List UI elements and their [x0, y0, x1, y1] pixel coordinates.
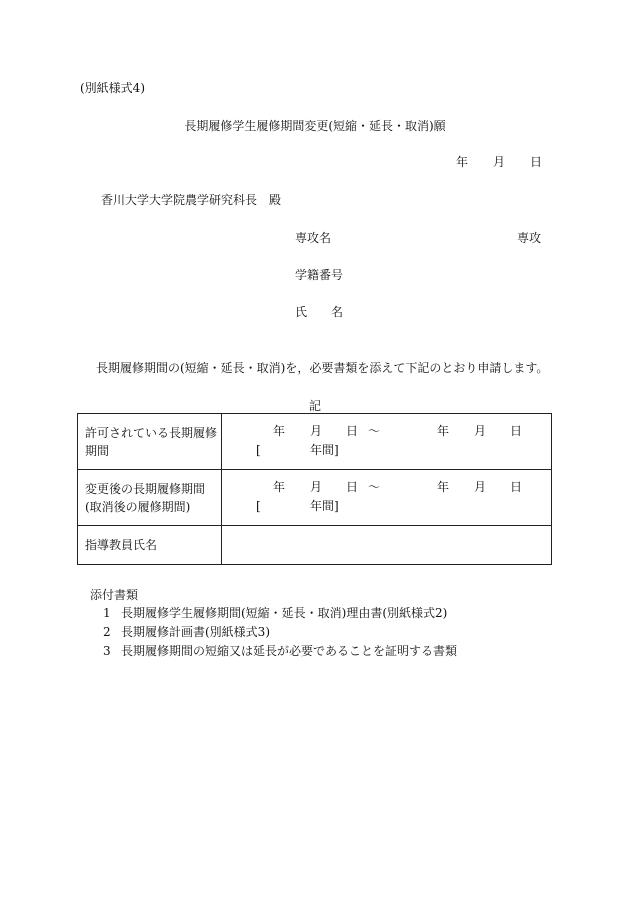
- date-year-label: 年: [456, 155, 469, 169]
- document-title: 長期履修学生履修期間変更(短縮・延長・取消)願: [184, 119, 446, 133]
- major-label: 専攻名: [295, 231, 332, 245]
- period-start-day: 日: [346, 423, 359, 438]
- period-start-year: 年: [273, 479, 286, 494]
- table-row: [78, 470, 552, 526]
- period-bracket-open: [: [256, 442, 261, 457]
- label-line: 許可されている長期履修: [85, 425, 218, 440]
- period-start-year: 年: [273, 423, 286, 438]
- advisor-name-cell[interactable]: [222, 526, 552, 565]
- row-label-cell: [78, 414, 222, 470]
- table-row: [78, 526, 552, 565]
- period-years-close: 年間]: [310, 498, 339, 513]
- period-end-month: 月: [474, 479, 487, 494]
- advisor-name-label: 指導教員氏名: [85, 538, 158, 552]
- ki-heading: 記: [308, 399, 321, 413]
- period-end-day: 日: [510, 423, 523, 438]
- period-end-day: 日: [510, 479, 523, 494]
- period-years-close: 年間]: [310, 442, 339, 457]
- name-label-second-char: 名: [331, 305, 344, 319]
- table-row: [78, 414, 552, 470]
- attachment-item: 長期履修学生履修期間(短縮・延長・取消)理由書(別紙様式2): [121, 606, 448, 620]
- period-end-year: 年: [437, 479, 450, 494]
- row-label-cell: [78, 470, 222, 526]
- addressee: 香川大学大学院農学研究科長 殿: [101, 193, 282, 207]
- period-start-month: 月: [310, 423, 323, 438]
- form-code: (別紙様式4): [80, 81, 145, 95]
- attachment-number: 2: [103, 625, 111, 639]
- period-cell-current[interactable]: [222, 414, 552, 470]
- label-line: 変更後の長期履修期間: [85, 481, 206, 496]
- attachment-item: 長期履修期間の短縮又は延長が必要であることを証明する書類: [121, 644, 458, 658]
- period-end-year: 年: [437, 423, 450, 438]
- period-start-month: 月: [310, 479, 323, 494]
- period-tilde: 〜: [368, 479, 381, 494]
- period-start-day: 日: [346, 479, 359, 494]
- row-label-cell: [78, 526, 222, 565]
- label-line: (取消後の履修期間): [85, 499, 191, 514]
- major-suffix: 専攻: [517, 231, 542, 245]
- attachment-number: 1: [103, 606, 111, 620]
- date-day-label: 日: [530, 155, 543, 169]
- attachment-item: 長期履修計画書(別紙様式3): [121, 625, 270, 639]
- application-table: [77, 413, 552, 565]
- period-end-month: 月: [474, 423, 487, 438]
- attachments-title: 添付書類: [90, 588, 139, 602]
- period-bracket-open: [: [256, 498, 261, 513]
- attachment-number: 3: [103, 644, 111, 658]
- student-id-label: 学籍番号: [295, 268, 344, 282]
- label-line: 期間: [85, 443, 110, 458]
- period-tilde: 〜: [368, 423, 381, 438]
- date-month-label: 月: [493, 155, 506, 169]
- application-statement: 長期履修期間の(短縮・延長・取消)を，必要書類を添えて下記のとおり申請します。: [96, 361, 549, 375]
- name-label-first-char: 氏: [295, 305, 308, 319]
- period-cell-changed[interactable]: [222, 470, 552, 526]
